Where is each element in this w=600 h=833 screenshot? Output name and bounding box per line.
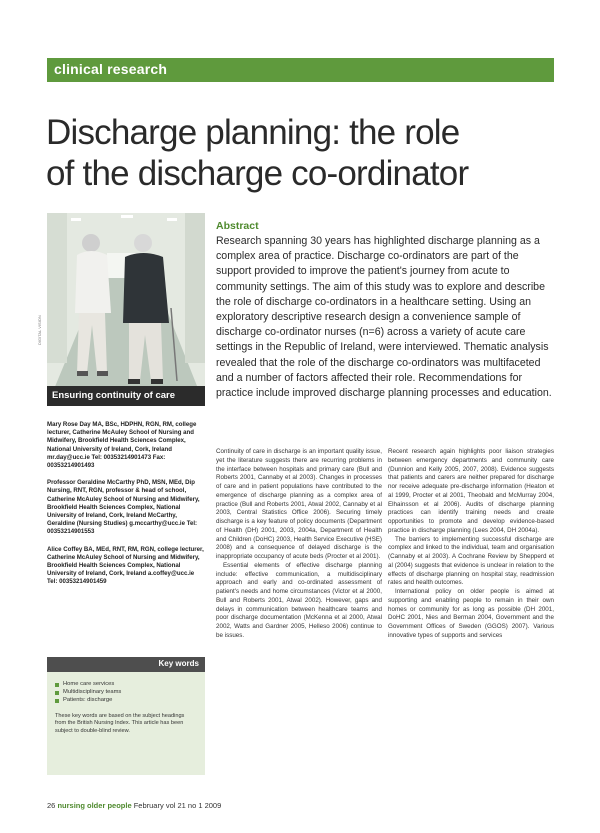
- magazine-name: nursing older people: [57, 801, 132, 810]
- keywords-header: [47, 657, 205, 672]
- issue-info: February vol 21 no 1 2009: [133, 801, 222, 810]
- body-paragraph: Recent research again highlights poor liaison strategies between emergency departments and community care (Dunnion and Kelly 2005, 2007, 2008). Evidence suggests that patients and carers are neither prepared for discharge nor receive adequate pre-discharge information (Heaton et al 1999, Procter et al 2001, Theobald and McMurray 2004, Elhainsson et al 2006). Audits of discharge planning practices can identify training needs and create opportunities to promote and develop evidence-based practice in discharge planning (Lees 2004, DH 2004a).: [388, 448, 554, 534]
- body-paragraph: Continuity of care in discharge is an important quality issue, yet the literature suggests there are recurring problems in the interface between hospitals and primary care (Bull and Roberts 2001, Cannaby et al 2003). Changes in processes of care and in patient populations have contributed to the emergence of discharge planning as a complex area of practice (Bull and Roberts 2001, Atwal 2002, Cannaby et al 2003, Central Statistics Office 2006). Securing timely discharge is a key feature of policy documents (Department of Health (DH) 2001, 2003, 2004a, Department of Health and Children (DoHC) 2003, Health Service Executive (HSE) 2008) and a consequence of delayed discharge is the inappropriate occupancy of acute beds (Procter et al 2001).: [216, 448, 382, 560]
- abstract: [216, 220, 552, 401]
- body-paragraph: International policy on older people is aimed at supporting and enabling people to remain in their own homes or community for as long as possible (DH 2001, DoHC 2001, Nies and Berman 2004, Government and the Government Offices of Sweden (GGOS) 2007). Various innovative types of supports and services: [388, 588, 554, 639]
- abstract-text: Research spanning 30 years has highlighted discharge planning as a complex area of practice. Discharge co-ordinators are part of the support provided to improve the patient's journey from acute to community settings. The aim of this study was to explore and describe the role of discharge co-ordinators in a healthcare setting. Using an exploratory descriptive research design a convenience sample of discharge co-ordinator nurses (n=6) across a variety of acute care settings in the Republic of Ireland, were interviewed. Thematic analysis revealed that the role of the discharge co-ordinators was multifaceted and a number of factors affected their role. Recommendations for practice include improved discharge planning processes and education.: [216, 235, 552, 400]
- section-label: clinical research: [54, 61, 168, 77]
- author-2: Professor Geraldine McCarthy PhD, MSN, MEd, Dip Nursing, RNT, RGN, professor & head of school, Catherine McAuley School of Nursing and Midwifery, Brookfield Health Sciences Complex, National University of Ireland, Cork, Ireland McCarthy, Geraldine (Nursing Studies) g.mccarthy@ucc.ie Tel: 00353214901553: [47, 479, 200, 536]
- body-paragraph: Essential elements of effective discharge planning include: effective communication, a multidisciplinary approach and early and co-ordinated assessment of patient's needs and home circumstances (Victor et al 2000, Bull and Roberts 2001, Atwal 2002). However, gaps and delays in communication between healthcare teams and poor discharge documentation (McKenna et al 2000, Atwal 2002, Watts and Gardner 2005, Helleso 2006) continue to be issues.: [216, 561, 382, 639]
- page-footer: [47, 801, 221, 810]
- keywords-list: [55, 681, 121, 704]
- keywords-note: These key words are based on the subject headings from the British Nursing Index. This article has been subject to double-blind review.: [55, 713, 185, 734]
- keyword-item: Patients: discharge: [55, 697, 121, 705]
- keywords-heading: Key words: [158, 659, 199, 668]
- body-column-2: [388, 448, 554, 641]
- corridor-illustration: [47, 213, 205, 406]
- bullet-icon: [55, 691, 59, 695]
- body-paragraph: The barriers to implementing successful discharge are complex and linked to the individual, team and organisation (Cannaby et al 2003). A Cochrane Review by Shepperd et al (2004) suggests that evidence is unclear in relation to the effects of discharge planning on hospital stay, readmission rates and health outcomes.: [388, 535, 554, 587]
- title-line-1: Discharge planning: the role: [46, 113, 460, 152]
- keywords-box: [47, 657, 205, 775]
- author-1: Mary Rose Day MA, BSc, HDPHN, RGN, RM, college lecturer, Catherine McAuley School of Nursing and Midwifery, Brookfield Health Sciences Complex, National University of Ireland, Cork, Ireland mr.day@ucc.ie Tel: 00353214901473 Fax: 00353214901493: [47, 421, 197, 470]
- photo-caption-text: Ensuring continuity of care: [52, 390, 175, 401]
- abstract-heading: Abstract: [216, 220, 259, 232]
- article-title: [46, 112, 566, 194]
- article-photo: [47, 213, 205, 406]
- author-3: Alice Coffey BA, MEd, RNT, RM, RGN, college lecturer, Catherine McAuley School of Nursing and Midwifery, Brookfield Health Sciences Complex, National University of Ireland, Cork, Ireland a.coffey@ucc.ie Tel: 00353214901459: [47, 545, 204, 586]
- section-banner: [47, 58, 554, 82]
- page-number: 26: [47, 801, 56, 810]
- photo-caption: [47, 386, 205, 406]
- author-info: [47, 421, 205, 596]
- body-column-1: [216, 448, 382, 641]
- keyword-item: Multidisciplinary teams: [55, 689, 121, 697]
- bullet-icon: [55, 683, 59, 687]
- title-line-2: of the discharge co-ordinator: [46, 154, 469, 193]
- keyword-item: Home care services: [55, 681, 121, 689]
- bullet-icon: [55, 699, 59, 703]
- photo-credit: DIGITAL VISION: [37, 315, 42, 345]
